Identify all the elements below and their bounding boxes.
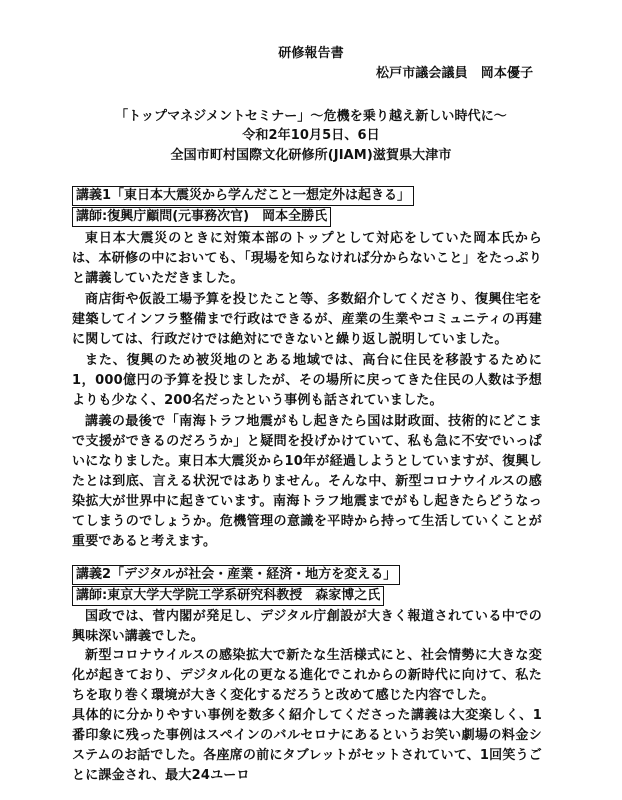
lecture2-paragraph: 国政では、菅内閣が発足し、デジタル庁創設が大きく報道されている中での興味深い講義でした。 xyxy=(72,609,542,644)
lecture1-lecturer: 講師:復興庁顧問(元事務次官) 岡本全勝氏 xyxy=(72,207,331,227)
seminar-title: 「トップマネジメントセミナー」～危機を乗り越え新しい時代に～ xyxy=(115,109,507,124)
lecture1-paragraph: 講義の最後で「南海トラフ地震がもし起きたら国は財政面、技術的にどこまで支援ができるのだろうか」と疑問を投げかけていて、私も急に不安でいっぱいになりました。東日本大震災から10年が経過しようとしていますが、復興したとは到底、言える状況ではありません。そんな中、新型コロナウイルスの感染拡大が世界中に起きています。南海トラフ地震までがもし起きたらどうなってしまうのでしょうか。危機管理の意識を平時から持って生活していくことが重要であると考えます。 xyxy=(72,414,542,549)
doc-title: 研修報告書 xyxy=(278,46,344,61)
lecture1-paragraph: 東日本大震災のときに対策本部のトップとして対応をしていた岡本氏からは、本研修の中においても、「現場を知らなければ分からないこと」をたっぷりと講義していただきました。 xyxy=(72,231,542,286)
lecture2-heading: 講義2「デジタルが社会・産業・経済・地方を変える」 xyxy=(72,565,400,585)
lecture2-paragraph: 新型コロナウイルスの感染拡大で新たな生活様式にと、社会情勢に大きな変化が起きており、デジタル化の更なる進化でこれからの新時代に向けて、私たちを取り巻く環境が大きく変化するだろうと改めて感じた内容でした。 xyxy=(72,648,542,703)
lecture1-paragraph: 商店街や仮設工場予算を投じたこと等、多数紹介してくださり、復興住宅を建築してインフラ整備まで行政はできるが、産業の生業やコミュニティの再建に関しては、行政だけでは絶対にできないと繰り返し説明していました。 xyxy=(72,292,542,347)
seminar-date: 令和2年10月5日、6日 xyxy=(242,128,380,143)
lecture2-paragraph: 具体的に分かりやすい事例を数多く紹介してくださった講義は大変楽しく、1番印象に残った事例はスペインのバルセロナにあるというお笑い劇場の料金システムのお話でした。各座席の前にタブレットがセットされていて、1回笑うごとに課金され、最大24ユーロ xyxy=(72,708,542,783)
seminar-venue: 全国市町村国際文化研修所(JIAM)滋賀県大津市 xyxy=(170,148,452,163)
lecture2-lecturer: 講師:東京大学大学院工学系研究科教授 森家博之氏 xyxy=(72,586,384,606)
doc-author: 松戸市議会議員 岡本優子 xyxy=(376,66,534,81)
lecture1-heading: 講義1「東日本大震災から学んだこと一想定外は起きる」 xyxy=(72,186,414,206)
lecture1-paragraph: また、復興のため被災地のとある地域では、高台に住民を移設するために1，000億円の予算を投じましたが、その場所に戻ってきた住民の人数は予想よりも少なく、200名だったという事例も話されていました。 xyxy=(72,353,542,408)
